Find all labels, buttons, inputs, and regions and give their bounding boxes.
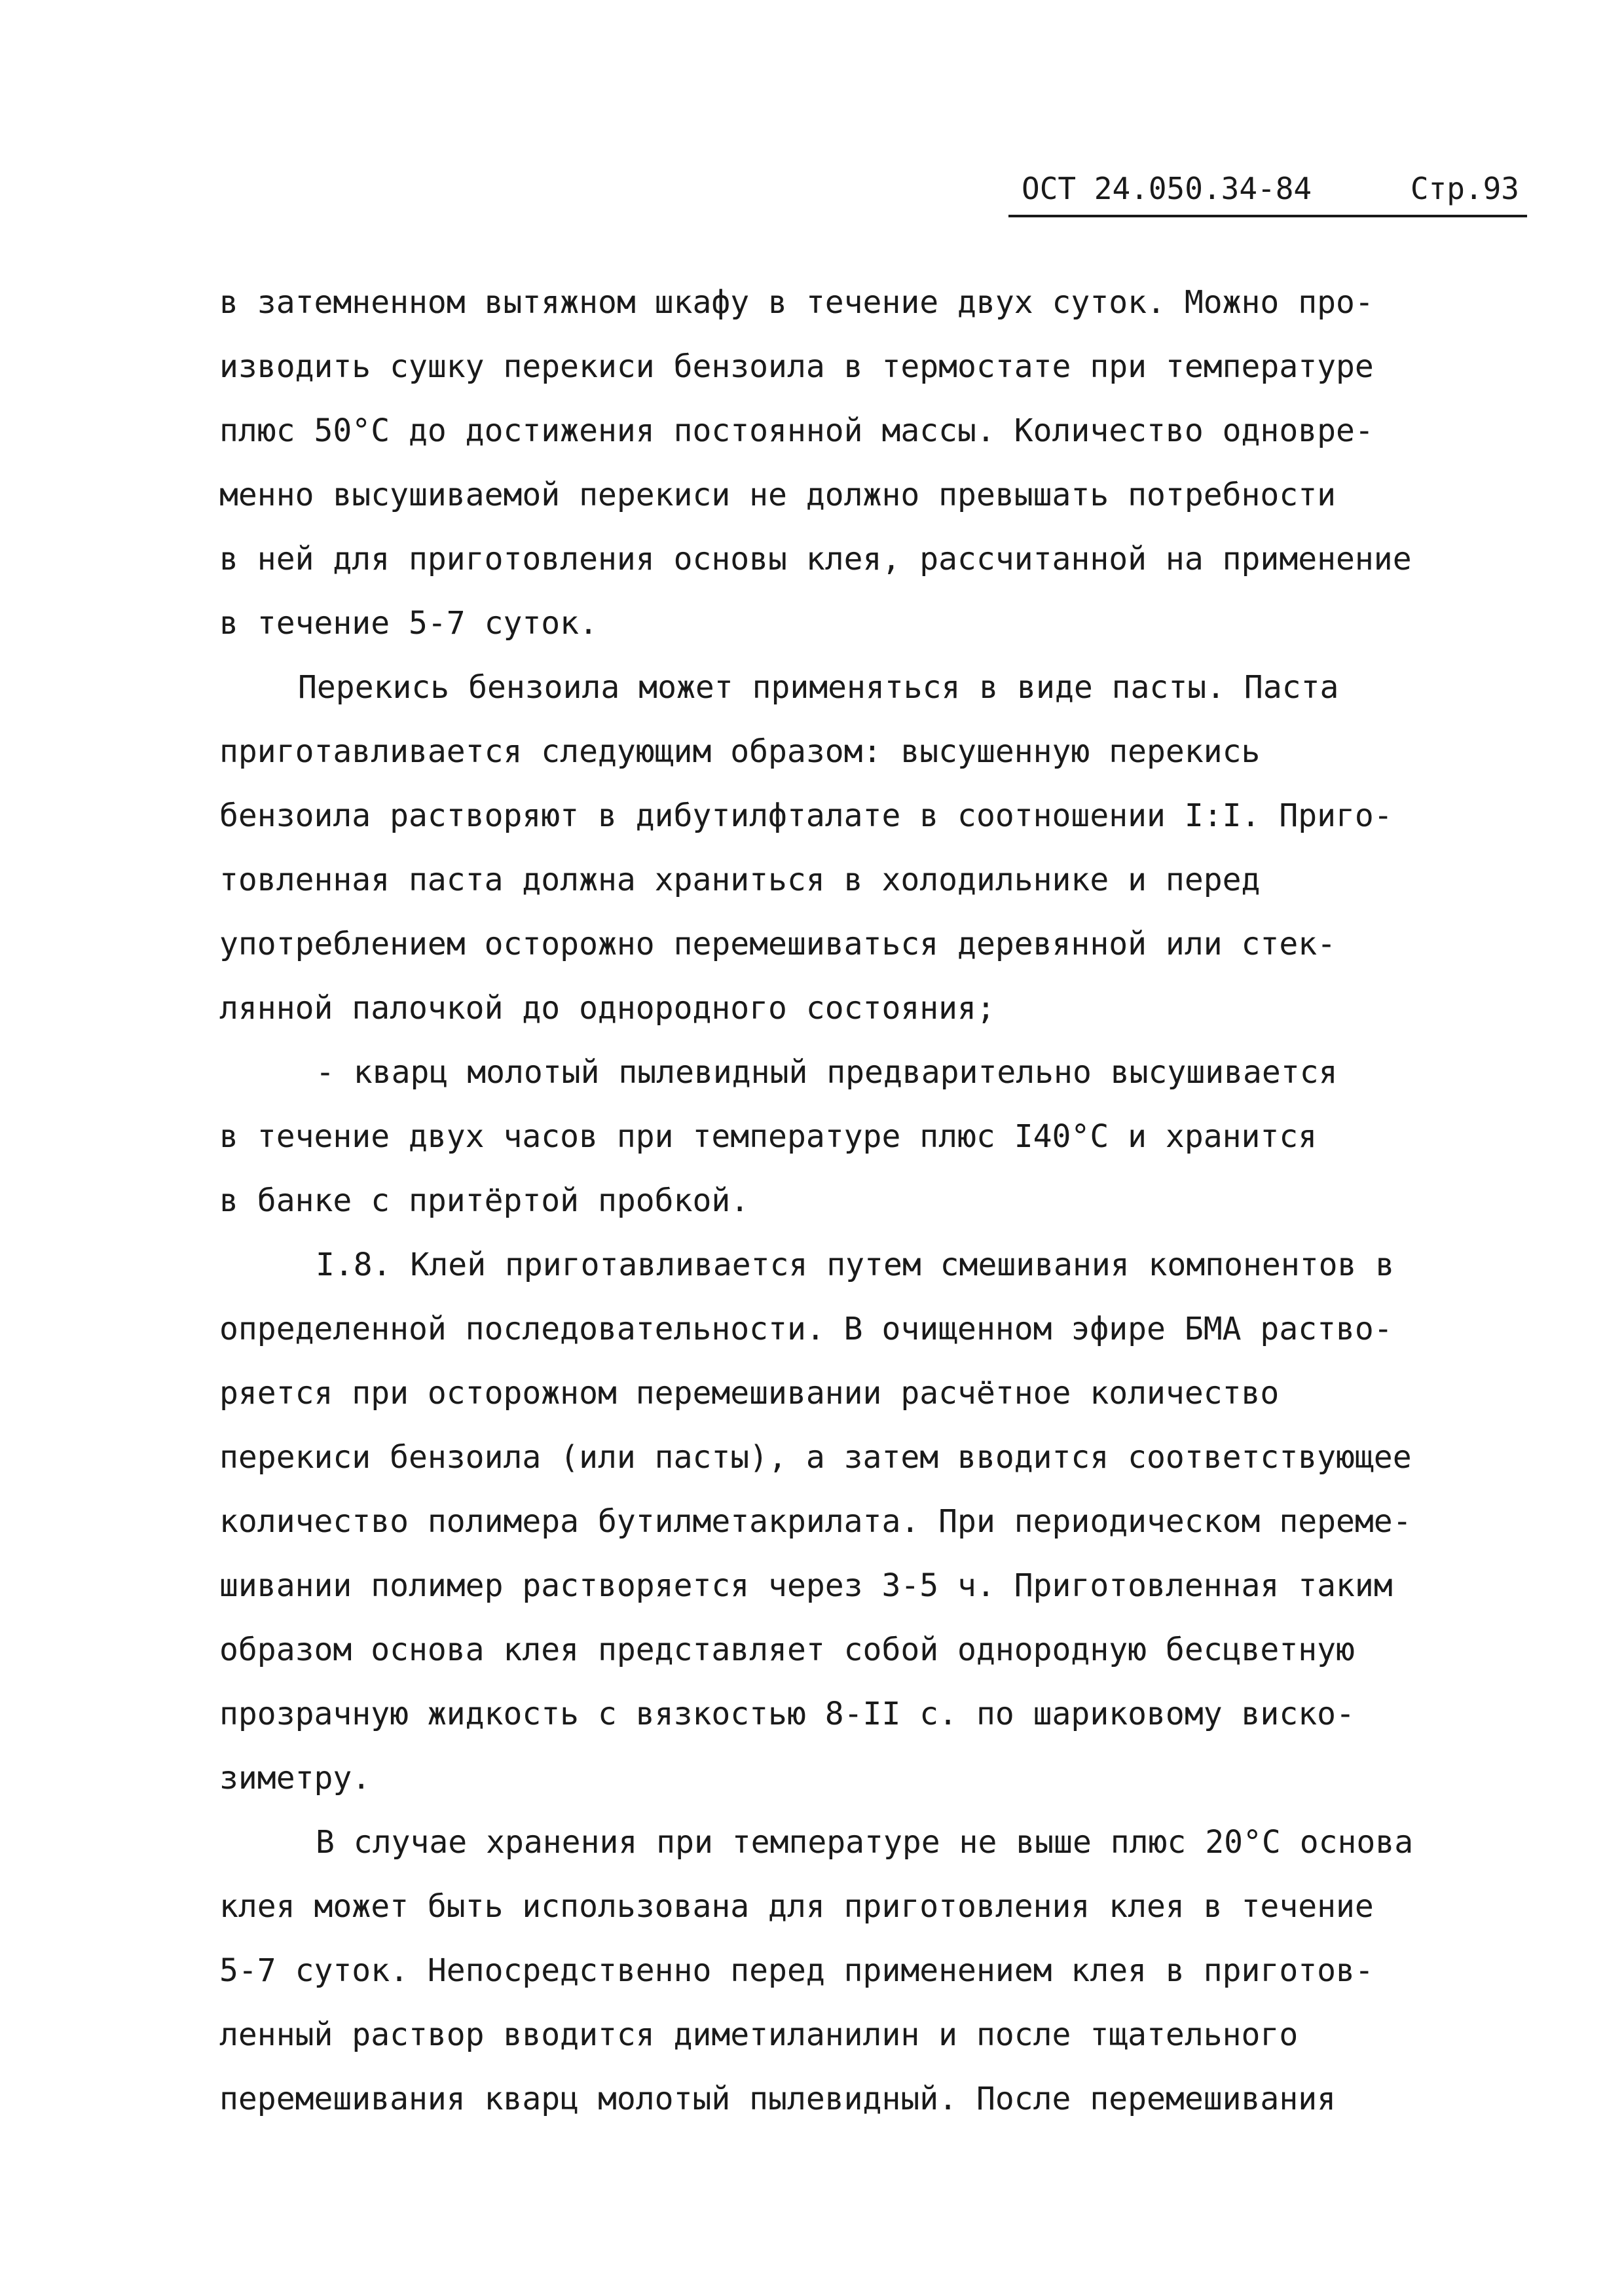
body-line: товленная паста должна храниться в холодильнике и перед bbox=[219, 862, 1261, 898]
body-line: перекиси бензоила (или пасты), а затем вводится соответствующее bbox=[219, 1439, 1412, 1476]
document-code: ОСТ 24.050.34-84 bbox=[1022, 171, 1312, 206]
body-line: приготавливается следующим образом: высушенную перекись bbox=[219, 733, 1261, 770]
body-line: образом основа клея представляет собой однородную бесцветную bbox=[219, 1631, 1355, 1668]
body-line: ленный раствор вводится диметиланилин и после тщательного bbox=[219, 2016, 1299, 2053]
body-line: 5-7 суток. Непосредственно перед применением клея в приготов- bbox=[219, 1952, 1374, 1989]
body-line: бензоила растворяют в дибутилфталате в соотношении I:I. Приго- bbox=[219, 797, 1393, 834]
body-line: зиметру. bbox=[219, 1760, 371, 1796]
body-line: в банке с притёртой пробкой. bbox=[219, 1182, 750, 1219]
page-number: Стр.93 bbox=[1410, 171, 1519, 206]
body-line: в течение 5-7 суток. bbox=[219, 605, 598, 642]
body-line: изводить сушку перекиси бензоила в термостате при температуре bbox=[219, 348, 1374, 385]
body-line: Перекись бензоила может применяться в виде пасты. Паста bbox=[298, 669, 1339, 706]
body-line: прозрачную жидкость с вязкостью 8-II с. по шариковому виско- bbox=[219, 1696, 1355, 1732]
body-line: в течение двух часов при температуре плюс I40°С и хранится bbox=[219, 1118, 1318, 1155]
body-line: перемешивания кварц молотый пылевидный. После перемешивания bbox=[219, 2081, 1337, 2117]
body-line: клея может быть использована для приготовления клея в течение bbox=[219, 1888, 1374, 1925]
body-line: плюс 50°С до достижения постоянной массы. Количество одновре- bbox=[219, 412, 1374, 449]
body-line: шивании полимер растворяется через 3-5 ч. Приготовленная таким bbox=[219, 1567, 1393, 1604]
body-line: в ней для приготовления основы клея, рассчитанной на применение bbox=[219, 541, 1412, 577]
body-line: I.8. Клей приготавливается путем смешивания компонентов в bbox=[316, 1247, 1395, 1283]
body-line: менно высушиваемой перекиси не должно превышать потребности bbox=[219, 477, 1337, 513]
body-line: - кварц молотый пылевидный предварительно высушивается bbox=[316, 1054, 1338, 1091]
page-header bbox=[1008, 162, 1527, 217]
body-line: в затемненном вытяжном шкафу в течение двух суток. Можно про- bbox=[219, 284, 1374, 321]
body-line: ряется при осторожном перемешивании расчётное количество bbox=[219, 1375, 1280, 1412]
body-line: определенной последовательности. В очищенном эфире БМА раство- bbox=[219, 1311, 1393, 1347]
body-line: В случае хранения при температуре не выше плюс 20°С основа bbox=[316, 1824, 1414, 1861]
body-line: употреблением осторожно перемешиваться деревянной или стек- bbox=[219, 926, 1337, 962]
body-line: лянной палочкой до однородного состояния; bbox=[219, 990, 995, 1027]
body-line: количество полимера бутилметакрилата. При периодическом переме- bbox=[219, 1503, 1412, 1540]
